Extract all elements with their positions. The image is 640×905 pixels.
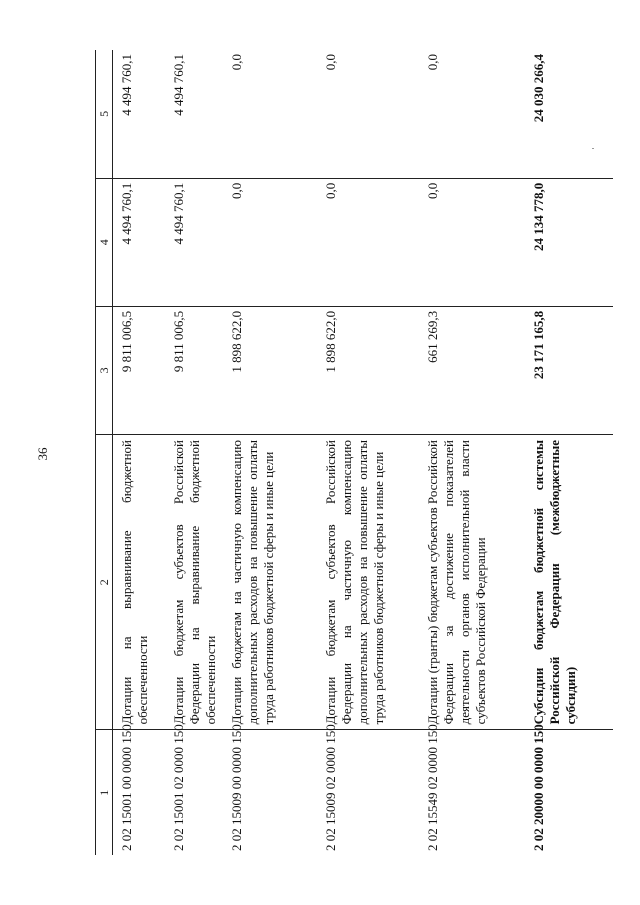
row-value-col3: 23 171 165,8 <box>525 306 613 434</box>
header-col-3: 3 <box>96 306 113 434</box>
row-name: Субсидии бюджетам бюджетной системы Российской Федерации (межбюджетные субсидии) <box>525 435 613 730</box>
header-row <box>96 50 113 855</box>
row-code: 2 02 20000 00 0000 150 <box>531 724 546 851</box>
row-value-col5: 4 494 760,1 <box>113 50 166 178</box>
scan-speck <box>592 148 594 149</box>
row-name: Дотации бюджетам субъектов Российской Федерации на выравнивание бюджетной обеспеченности <box>165 435 223 730</box>
row-value-col3: 1 898 622,0 <box>317 306 419 434</box>
table-row-total <box>525 50 613 855</box>
row-value-col4: 0,0 <box>223 178 317 306</box>
row-value-col5: 0,0 <box>223 50 317 178</box>
budget-table-rotated <box>95 50 600 855</box>
row-value-col4: 24 134 778,0 <box>525 178 613 306</box>
row-code: 2 02 15009 02 0000 150 <box>323 724 338 851</box>
row-code: 2 02 15549 02 0000 150 <box>425 724 440 851</box>
table-row <box>419 50 525 855</box>
row-value-col3: 9 811 006,5 <box>113 306 166 434</box>
table-row <box>223 50 317 855</box>
row-name: Дотации на выравнивание бюджетной обеспеченности <box>113 435 166 730</box>
header-col-5: 5 <box>96 50 113 178</box>
row-value-col4: 4 494 760,1 <box>165 178 223 306</box>
row-name: Дотации (гранты) бюджетам субъектов Российской Федерации за достижение показателей деятельности органов исполнительной власти субъектов Российской Федерации <box>419 435 525 730</box>
row-code: 2 02 15001 02 0000 150 <box>171 724 186 851</box>
row-value-col4: 0,0 <box>317 178 419 306</box>
row-value-col4: 4 494 760,1 <box>113 178 166 306</box>
row-value-col5: 0,0 <box>419 50 525 178</box>
row-name: Дотации бюджетам на частичную компенсацию дополнительных расходов на повышение оплаты труда работников бюджетной сферы и иные цели <box>223 435 317 730</box>
header-col-2: 2 <box>96 435 113 730</box>
header-col-1: 1 <box>96 730 113 855</box>
row-value-col3: 9 811 006,5 <box>165 306 223 434</box>
table-row <box>113 50 166 855</box>
table-row <box>317 50 419 855</box>
row-value-col4: 0,0 <box>419 178 525 306</box>
budget-table <box>95 50 613 855</box>
row-value-col5: 24 030 266,4 <box>525 50 613 178</box>
header-col-4: 4 <box>96 178 113 306</box>
row-value-col3: 661 269,3 <box>419 306 525 434</box>
row-code: 2 02 15009 00 0000 150 <box>229 724 244 851</box>
table-row <box>165 50 223 855</box>
row-code: 2 02 15001 00 0000 150 <box>119 724 134 851</box>
row-name: Дотации бюджетам субъектов Российской Федерации на частичную компенсацию дополнительных расходов на повышение оплаты труда работников бюджетной сферы и иные цели <box>317 435 419 730</box>
page-number: 36 <box>35 447 50 461</box>
row-value-col3: 1 898 622,0 <box>223 306 317 434</box>
row-value-col5: 0,0 <box>317 50 419 178</box>
row-value-col5: 4 494 760,1 <box>165 50 223 178</box>
